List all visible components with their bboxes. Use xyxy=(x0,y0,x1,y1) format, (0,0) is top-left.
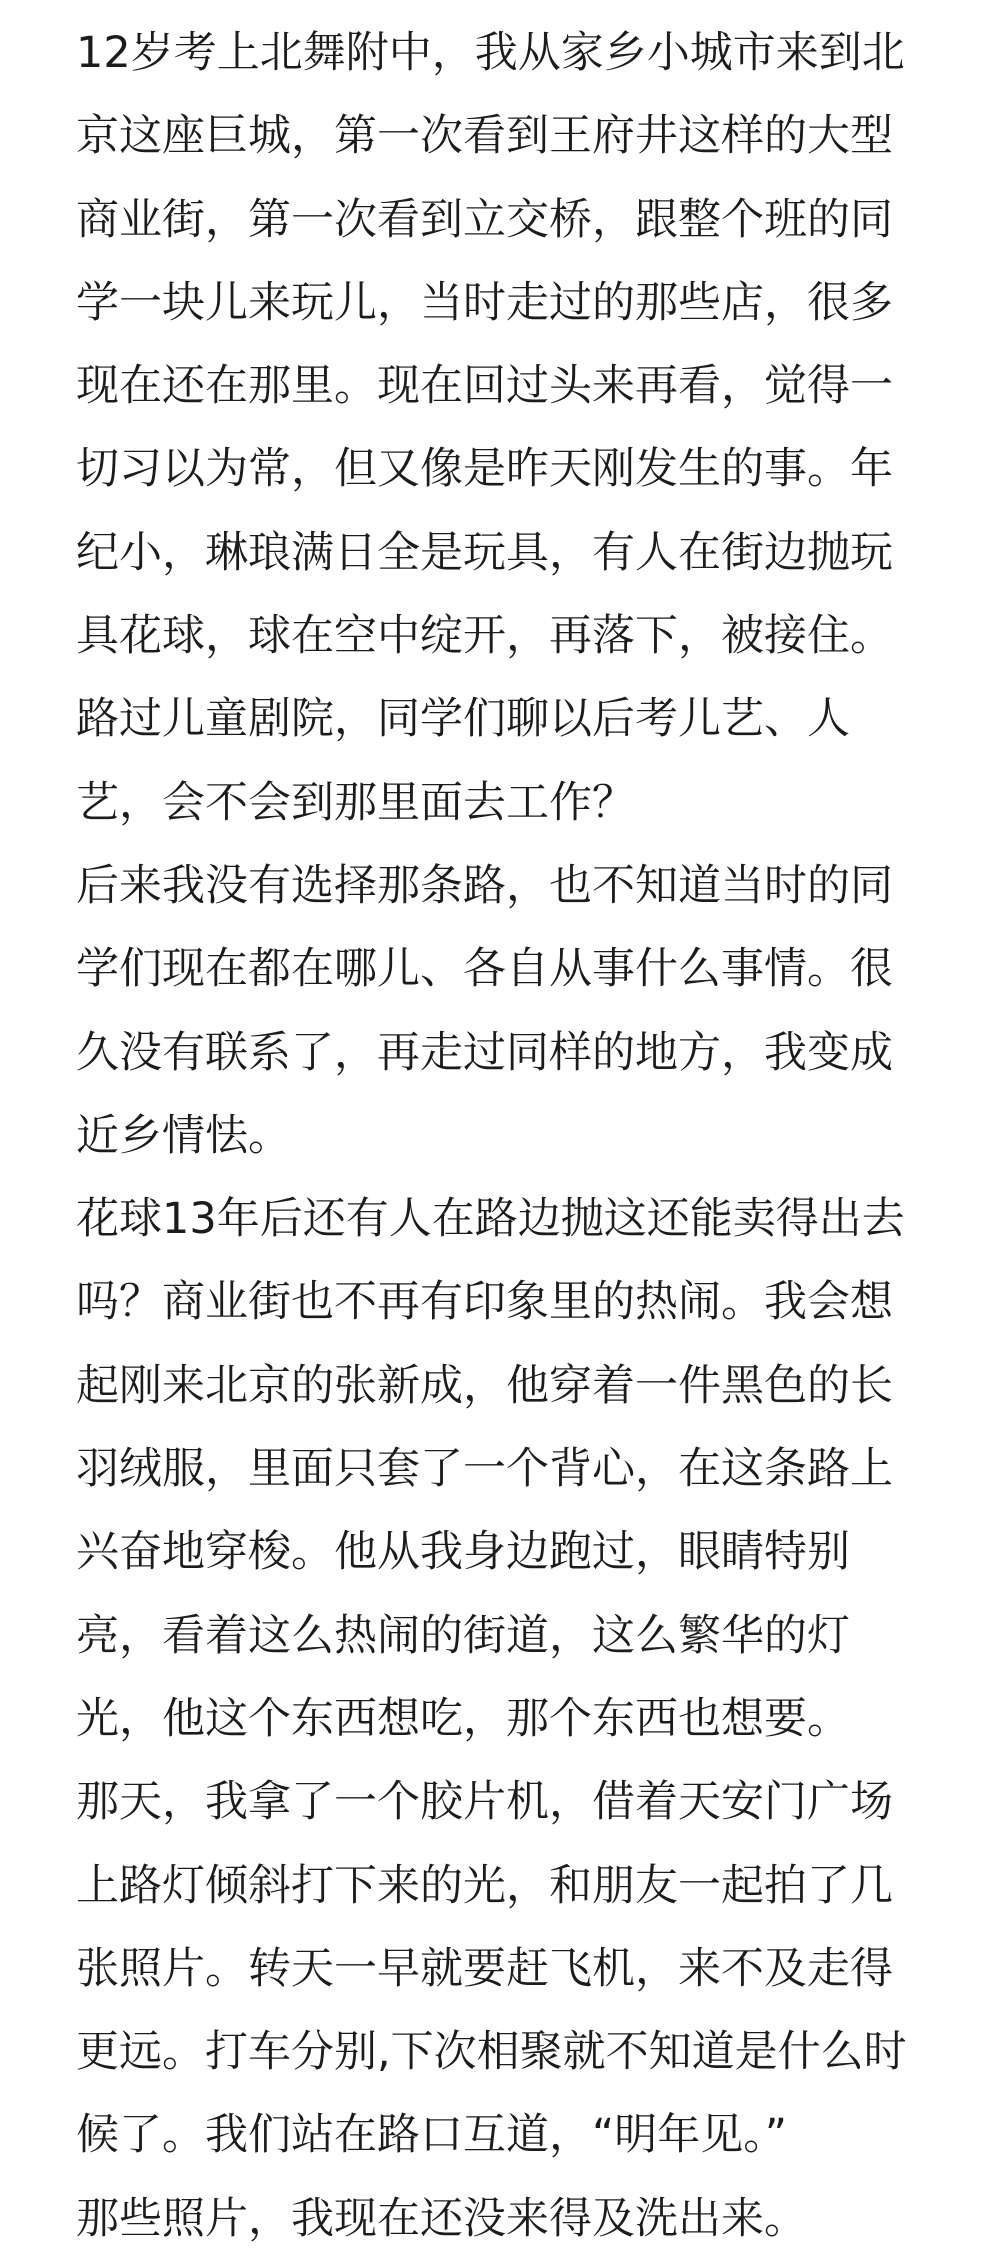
text-line: 羽绒服，里面只套了一个背心，在这条路上 xyxy=(76,1444,893,1495)
text-line: 上路灯倾斜打下来的光，和朋友一起拍了几 xyxy=(76,1860,893,1911)
text-line: 久没有联系了，再走过同样的地方，我变成 xyxy=(76,1027,893,1078)
text-line: 京这座巨城，第一次看到王府井这样的大型 xyxy=(76,111,893,162)
paragraph-2 xyxy=(76,845,946,1178)
text-line: 学一块儿来玩儿，当时走过的那些店，很多 xyxy=(76,277,893,328)
text-line: 近乡情怯。 xyxy=(76,1110,291,1161)
text-line: 具花球，球在空中绽开，再落下，被接住。 xyxy=(76,611,893,662)
text-line: 光，他这个东西想吃，那个东西也想要。 xyxy=(76,1693,850,1744)
text-line: 起刚来北京的张新成，他穿着一件黑色的长 xyxy=(76,1360,893,1411)
paragraph-4 xyxy=(76,1761,946,2247)
text-line: 张照片。转天一早就要赶飞机，来不及走得 xyxy=(76,1943,893,1994)
text-line: 花球13年后还有人在路边抛这还能卖得出去 xyxy=(76,1194,905,1245)
paragraph-1 xyxy=(76,12,946,845)
text-line: 艺，会不会到那里面去工作？ xyxy=(76,777,635,828)
text-line: 那天，我拿了一个胶片机，借着天安门广场 xyxy=(76,1777,893,1828)
text-line: 学们现在都在哪儿、各自从事什么事情。很 xyxy=(76,944,893,995)
text-line: 兴奋地穿梭。他从我身边跑过，眼睛特别 xyxy=(76,1527,850,1578)
article-body xyxy=(76,12,946,2248)
text-line: 路过儿童剧院，同学们聊以后考儿艺、人 xyxy=(76,694,850,745)
text-line: 吗？商业街也不再有印象里的热闹。我会想 xyxy=(76,1277,893,1328)
text-line: 候了。我们站在路口互道，“明年见。” xyxy=(76,2110,788,2161)
text-line: 后来我没有选择那条路，也不知道当时的同 xyxy=(76,860,893,911)
text-line: 那些照片，我现在还没来得及洗出来。 xyxy=(76,2193,807,2244)
text-line: 切习以为常，但又像是昨天刚发生的事。年 xyxy=(76,444,893,495)
text-line: 现在还在那里。现在回过头来再看，觉得一 xyxy=(76,361,893,412)
paragraph-3 xyxy=(76,1178,946,1761)
text-line: 12岁考上北舞附中，我从家乡小城市来到北 xyxy=(76,28,905,78)
text-line: 更远。打车分别,下次相聚就不知道是什么时 xyxy=(76,2027,907,2078)
text-line: 纪小，琳琅满日全是玩具，有人在街边抛玩 xyxy=(76,527,893,578)
text-line: 商业街，第一次看到立交桥，跟整个班的同 xyxy=(76,194,893,245)
text-line: 亮，看着这么热闹的街道，这么繁华的灯 xyxy=(76,1610,850,1661)
